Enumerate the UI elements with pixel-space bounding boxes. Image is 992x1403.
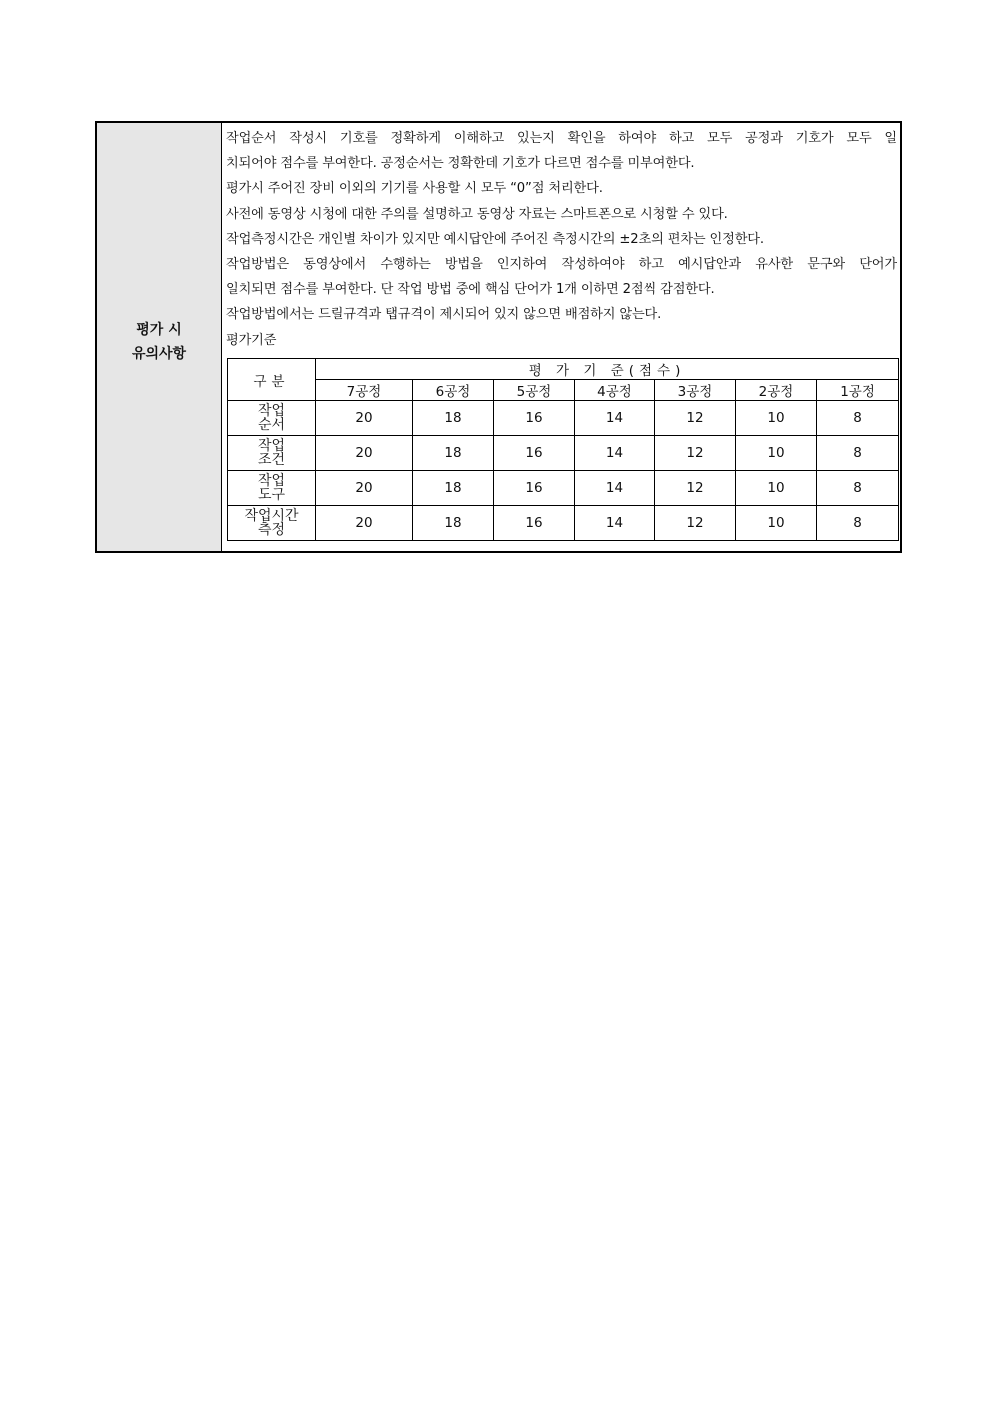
corner-header: 구분 bbox=[228, 359, 316, 401]
score-cell: 16 bbox=[494, 471, 575, 506]
score-cell: 20 bbox=[316, 506, 413, 541]
section-label-line2: 유의사항 bbox=[131, 346, 187, 362]
score-cell: 12 bbox=[655, 436, 736, 471]
row-header bbox=[228, 506, 316, 541]
score-cell: 18 bbox=[413, 506, 494, 541]
row-header-line2: 측정 bbox=[257, 522, 286, 538]
column-header: 4공정 bbox=[575, 380, 655, 401]
note-line: 작업측정시간은 개인별 차이가 있지만 예시답안에 주어진 측정시간의 ±2초의 편차는 인정한다. bbox=[226, 231, 764, 247]
score-cell: 10 bbox=[736, 506, 817, 541]
table-row bbox=[228, 436, 899, 471]
score-cell: 20 bbox=[316, 471, 413, 506]
score-cell: 16 bbox=[494, 506, 575, 541]
row-header-line2: 순서 bbox=[257, 417, 286, 433]
section-label-line1: 평가 시 bbox=[136, 322, 182, 338]
column-header: 2공정 bbox=[736, 380, 817, 401]
score-cell: 14 bbox=[575, 401, 655, 436]
section-content-cell bbox=[222, 123, 900, 551]
score-table bbox=[227, 358, 899, 541]
row-header-line1: 작업 bbox=[257, 403, 286, 419]
note-line: 일치되면 점수를 부여한다. 단 작업 방법 중에 핵심 단어가 1개 이하면 2점씩 감점한다. bbox=[226, 282, 715, 298]
note-line: 작업방법에서는 드릴규격과 탭규격이 제시되어 있지 않으면 배점하지 않는다. bbox=[226, 307, 662, 323]
score-cell: 8 bbox=[817, 506, 899, 541]
score-cell: 14 bbox=[575, 471, 655, 506]
score-cell: 8 bbox=[817, 401, 899, 436]
score-cell: 16 bbox=[494, 436, 575, 471]
column-header: 6공정 bbox=[413, 380, 494, 401]
table-row bbox=[228, 471, 899, 506]
score-cell: 14 bbox=[575, 436, 655, 471]
note-line: 평가시 주어진 장비 이외의 기기를 사용할 시 모두 “0”점 처리한다. bbox=[226, 181, 603, 197]
row-header-line2: 조건 bbox=[257, 452, 286, 468]
note-line: 사전에 동영상 시청에 대한 주의를 설명하고 동영상 자료는 스마트폰으로 시청할 수 있다. bbox=[226, 206, 728, 222]
table-row bbox=[228, 401, 899, 436]
evaluation-notes-box bbox=[95, 121, 902, 553]
score-cell: 8 bbox=[817, 471, 899, 506]
score-cell: 16 bbox=[494, 401, 575, 436]
score-cell: 20 bbox=[316, 436, 413, 471]
score-cell: 10 bbox=[736, 471, 817, 506]
score-cell: 12 bbox=[655, 401, 736, 436]
row-header-line2: 도구 bbox=[257, 487, 286, 503]
note-line: 작업순서 작성시 기호를 정확하게 이해하고 있는지 확인을 하여야 하고 모두 공정과 기호가 모두 일 bbox=[226, 131, 897, 146]
score-cell: 20 bbox=[316, 401, 413, 436]
section-label-cell bbox=[97, 123, 222, 551]
score-cell: 14 bbox=[575, 506, 655, 541]
row-header-line1: 작업 bbox=[257, 438, 286, 454]
row-header bbox=[228, 436, 316, 471]
column-header: 3공정 bbox=[655, 380, 736, 401]
score-cell: 10 bbox=[736, 436, 817, 471]
column-header: 1공정 bbox=[817, 380, 899, 401]
score-cell: 8 bbox=[817, 436, 899, 471]
score-cell: 10 bbox=[736, 401, 817, 436]
score-cell: 18 bbox=[413, 471, 494, 506]
score-cell: 18 bbox=[413, 436, 494, 471]
score-cell: 12 bbox=[655, 471, 736, 506]
score-cell: 18 bbox=[413, 401, 494, 436]
row-header bbox=[228, 471, 316, 506]
score-cell: 12 bbox=[655, 506, 736, 541]
group-header: 평 가 기 준(점수) bbox=[316, 359, 899, 380]
note-line: 작업방법은 동영상에서 수행하는 방법을 인지하여 작성하여야 하고 예시답안과 유사한 문구와 단어가 bbox=[226, 257, 897, 273]
column-header: 7공정 bbox=[316, 380, 413, 401]
note-line: 치되어야 점수를 부여한다. 공정순서는 정확한데 기호가 다르면 점수를 미부여한다. bbox=[226, 156, 695, 172]
row-header-line1: 작업 bbox=[257, 473, 286, 489]
column-header: 5공정 bbox=[494, 380, 575, 401]
row-header-line1: 작업시간 bbox=[244, 508, 299, 524]
table-row bbox=[228, 506, 899, 541]
note-line: 평가기준 bbox=[226, 332, 277, 348]
row-header bbox=[228, 401, 316, 436]
